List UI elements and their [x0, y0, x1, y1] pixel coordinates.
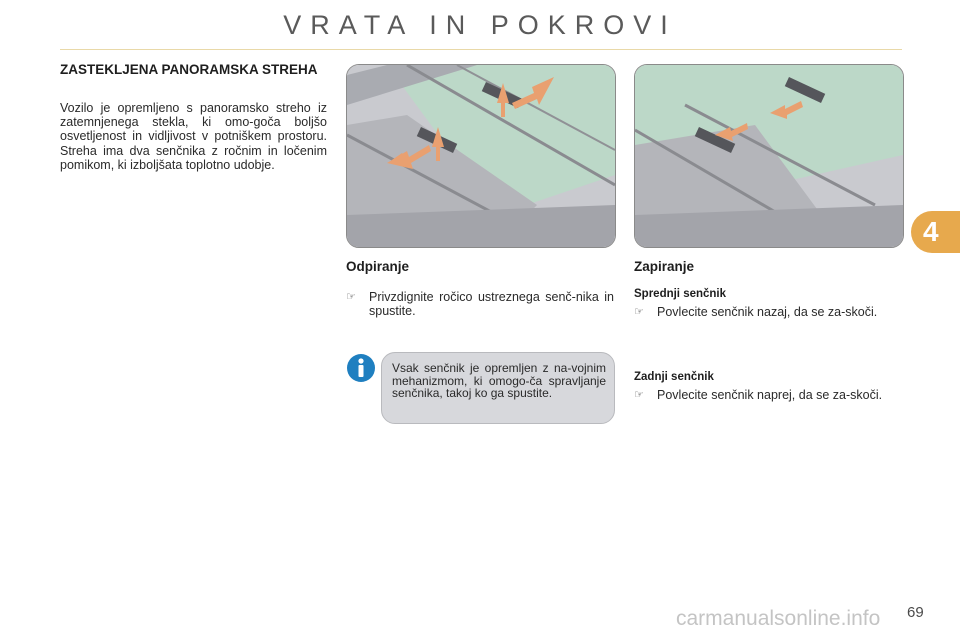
closing-heading: Zapiranje	[634, 259, 695, 274]
rear-shade-bullet	[634, 389, 902, 403]
opening-heading: Odpiranje	[346, 259, 410, 274]
front-shade-subheading: Sprednji senčnik	[634, 288, 727, 300]
front-shade-bullet-text: Povlecite senčnik nazaj, da se za-skoči.	[657, 305, 878, 319]
opening-bullet	[346, 291, 614, 318]
bullet-hand-icon: ☞	[346, 291, 356, 303]
bullet-hand-icon: ☞	[634, 306, 644, 318]
header-divider	[60, 49, 902, 50]
info-note-box	[381, 352, 615, 424]
opening-bullet-text: Privzdignite ročico ustreznega senč-nika in spustite.	[369, 290, 614, 318]
front-shade-bullet	[634, 306, 902, 320]
page-header-title: VRATA IN POKROVI	[283, 10, 677, 40]
photo-opening-sunroof	[346, 64, 616, 248]
rear-shade-bullet-text: Povlecite senčnik naprej, da se za-skoči.	[657, 388, 883, 402]
photo-closing-sunroof	[634, 64, 904, 248]
info-icon	[346, 353, 376, 383]
info-note-text: Vsak senčnik je opremljen z na-vojnim mehanizmom, ki omogo-ča spravljanje senčnika, takoj ko ga spustite.	[392, 361, 606, 401]
watermark: carmanualsonline.info	[676, 607, 881, 630]
page-number: 69	[907, 604, 924, 621]
chapter-tab-number: 4	[923, 216, 939, 247]
section-title: ZASTEKLJENA PANORAMSKA STREHA	[60, 62, 318, 77]
rear-shade-subheading: Zadnji senčnik	[634, 371, 714, 383]
bullet-hand-icon: ☞	[634, 389, 644, 401]
intro-paragraph: Vozilo je opremljeno s panoramsko streho iz zatemnjenega stekla, ki omo-goča boljšo osvetljenost in vidljivost v potniškem prostoru. Streha ima dva senčnika z ročnim in ločenim pomikom, ki izboljšata toplotno udobje.	[60, 101, 327, 172]
